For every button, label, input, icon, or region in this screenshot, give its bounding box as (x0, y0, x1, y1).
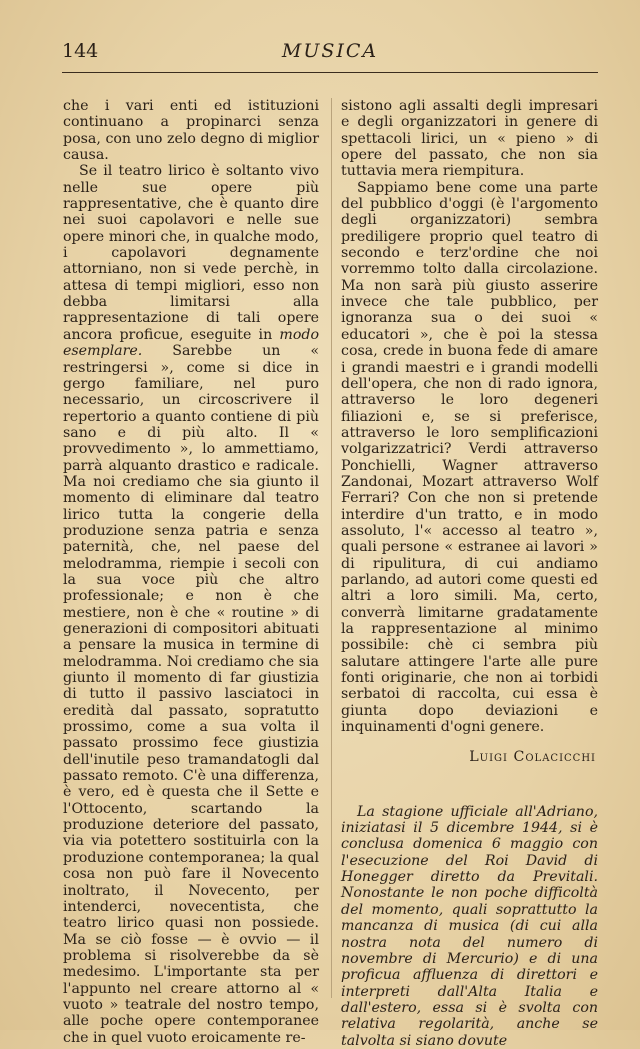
paragraph: Sappiamo bene come una parte del pubblico d'oggi (è l'argomento degli organizzatori) sembra prediligere proprio quel teatro di secondo e terz'ordine che noi vorremmo tolto dalla circolazione. Ma non sarà più giusto asserire invece che tale pubblico, per ignoranza sua o dei suoi « educatori », che è poi la stessa cosa, crede in buona fede di amare i grandi maestri e i grandi modelli dell'opera, che non di rado ignora, attraverso le loro degeneri filiazioni e, se si preferisce, attraverso le loro semplificazioni volgarizzatrici? Verdi attraverso Ponchielli, Wagner attraverso Zandonai, Mozart attraverso Wolf Ferrari? Con che non si pretende interdire d'un tratto, e in modo assoluto, l'« accesso al teatro », quali persone « estranee ai lavori » di ripulitura, di cui andiamo parlando, ad autori come questi ed altri a loro simili. Ma, certo, converrà limitarne gradatamente la rappresentazione al minimo possibile: chè ci sembra più salutare attingere l'arte alle pure fonti originarie, che non ai torbidi serbatoi di raccolta, cui essa è giunta dopo deviazioni e inquinamenti d'ogni genere. (341, 179, 598, 736)
text-run: Sarebbe un « restringersi », come si dice in gergo familiare, nel puro necessario, un circoscrivere il repertorio a quanto contiene di più sano e di più alto. Il « provvedimento », lo ammettiamo, parrà alquanto drastico e radicale. Ma noi crediamo che sia giunto il momento di eliminare dal teatro lirico tutta la congerie della produzione senza patria e senza paternità, che, nel paese del melodramma, riempie i secoli con la sua voce più che altro professionale; e non è che mestiere, non è che « routine » di generazioni di compositori abituati a pensare la musica in termine di melodramma. Noi crediamo che sia giunto il momento di far giustizia di tutto il passivo lasciatoci in eredità dal passato, sopratutto prossimo, come a sua volta il passato prossimo fece giustizia dell'inutile peso tramandatogli dal passato remoto. C'è una differenza, è vero, ed è questa che il Sette e l'Ottocento, scartando la produzione deteriore del passato, via via potettero sostituirla con la produzione contemporanea; la qual cosa non può fare il Novecento inoltrato, il Novecento, per intenderci, novecentista, che teatro lirico quasi non possiede. Ma se ciò fosse — è ovvio — il problema si risolverebbe da sè medesimo. L'importante sta per l'appunto nel creare attorno al « vuoto » teatrale del nostro tempo, alle poche opere contemporanee che in quel vuoto eroicamente re- (63, 343, 319, 1046)
emphasis: modo esemplare. (63, 326, 319, 360)
paragraph (63, 163, 319, 1046)
author-signature: Luigi Colacicchi (469, 749, 596, 766)
text-run: Se il teatro lirico è soltanto vivo nelle sue opere più rappresentative, che è quanto dire nei suoi capolavori e nelle sue opere minori che, in qualche modo, i capolavori degnamente attorniano, non si vede perchè, in attesa di tempi migliori, esso non debba limitarsi alla rappresentazione di tali opere ancora proficue, eseguite in (63, 163, 319, 343)
paragraph: La stagione ufficiale all'Adriano, iniziatasi il 5 dicembre 1944, si è conclusa domenica 6 maggio con l'esecuzione del Roi David di Honegger diretto da Previtali. Nonostante le non poche difficoltà del momento, quali soprattutto la mancanza di musica (di cui alla nostra nota del numero di novembre di Mercurio) e di una proficua affluenza di direttori e interpreti dall'Alta Italia e dall'estero, essa si è svolta con relativa regolarità, anche se talvolta si siano dovute (341, 803, 598, 1049)
header-rule (62, 72, 598, 73)
column-divider (331, 98, 332, 998)
left-column (63, 98, 319, 1046)
section-spacer (341, 766, 598, 804)
paragraph: che i vari enti ed istituzioni continuano a propinarci senza posa, con uno zelo degno di miglior causa. (63, 98, 319, 164)
right-column (341, 98, 598, 1049)
running-title: MUSICA (281, 40, 379, 62)
page-number: 144 (62, 40, 99, 62)
page-header (62, 40, 598, 70)
paragraph: sistono agli assalti degli impresari e degli organizzatori in genere di spettacoli lirici, un « pieno » di opere del passato, che non sia tuttavia mera riempitura. (341, 98, 598, 180)
